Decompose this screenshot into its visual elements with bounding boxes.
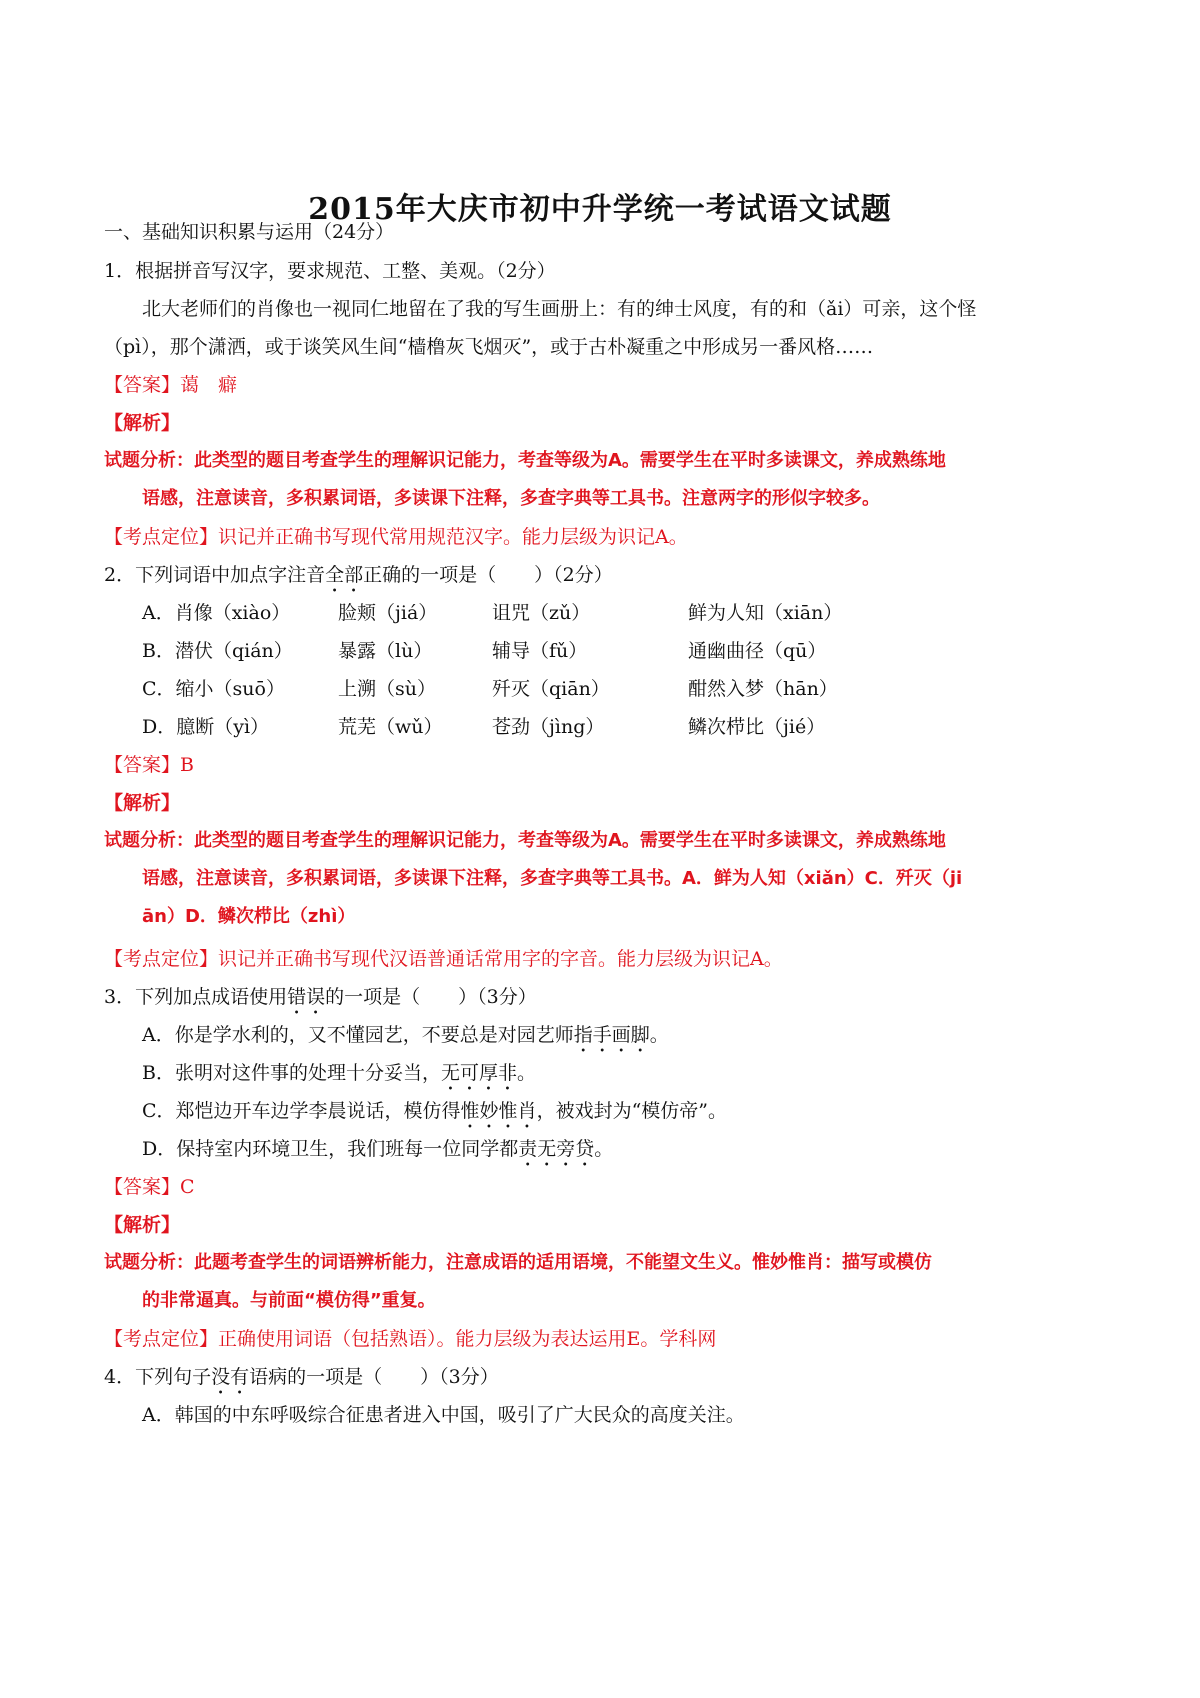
page-title: 2015年大庆市初中升学统一考试语文试题	[308, 192, 892, 227]
q2-answer	[104, 753, 194, 777]
q2-option-d-3: 苍劲（jìng）	[492, 716, 605, 738]
q3-analysis-label: 【解析】	[104, 1214, 181, 1236]
q2-option-d-2: 荒芜（wǔ）	[338, 716, 443, 738]
option-text: C．郑恺边开车边学李晨说话，模仿得	[142, 1100, 461, 1122]
q1-passage-line2: （pì），那个潇洒，或于谈笑风生间“樯橹灰飞烟灭”，或于古朴凝重之中形成另一番风格……	[104, 336, 874, 358]
q3-stem	[104, 985, 537, 1019]
q2-option-a-2: 脸颊（jiá）	[338, 602, 438, 624]
q3-analysis-line1: 试题分析：此题考查学生的词语辨析能力，注意成语的适用语境，不能望文生义。惟妙惟肖：描写或模仿	[104, 1252, 932, 1273]
q2-analysis-line3: ān）D．鳞次栉比（zhì）	[142, 906, 356, 927]
q1-stem: 1．根据拼音写汉字，要求规范、工整、美观。（2分）	[104, 260, 556, 282]
option-idiom: 指手画脚	[573, 1024, 650, 1046]
q4-option-a: A．韩国的中东呼吸综合征患者进入中国，吸引了广大民众的高度关注。	[142, 1404, 745, 1426]
q2-option-d-1: D．臆断（yì）	[142, 716, 270, 738]
q1-analysis-label: 【解析】	[104, 412, 181, 434]
point-label: 【考点定位】	[104, 1328, 219, 1350]
q2-stem-text: 2．下列词语中加点字注音	[104, 564, 326, 586]
answer-label: 【答案】	[104, 374, 181, 396]
q3-stem-text: 3．下列加点成语使用	[104, 986, 288, 1008]
q2-option-a-1: A．肖像（xiào）	[142, 602, 291, 624]
q2-point	[104, 947, 783, 971]
point-label: 【考点定位】	[104, 526, 219, 548]
q2-stem	[104, 563, 613, 597]
point-label: 【考点定位】	[104, 948, 219, 970]
q3-answer	[104, 1175, 195, 1199]
q2-option-d-4: 鳞次栉比（jié）	[688, 716, 826, 738]
q2-stem-emphasis: 全部	[325, 564, 364, 586]
q2-option-a-4: 鲜为人知（xiān）	[688, 602, 843, 624]
q3-option-d	[142, 1137, 613, 1171]
point-text: 识记并正确书写现代汉语普通话常用字的字音。能力层级为识记A。	[218, 948, 783, 970]
q3-point	[104, 1327, 716, 1351]
q3-option-a	[142, 1023, 669, 1057]
answer-value: 蔼 癖	[180, 374, 238, 396]
option-text-end: 。	[649, 1024, 669, 1046]
q2-analysis-line1: 试题分析：此类型的题目考查学生的理解识记能力，考查等级为A。需要学生在平时多读课文，养成熟练地	[104, 830, 946, 851]
q3-stem-text-end: 的一项是（ ）（3分）	[325, 986, 537, 1008]
q3-option-c	[142, 1099, 727, 1133]
option-text: D．保持室内环境卫生，我们班每一位同学都	[142, 1138, 519, 1160]
q1-analysis-line2: 语感，注意读音，多积累词语，多读课下注释，多查字典等工具书。注意两字的形似字较多。	[142, 488, 880, 509]
q3-analysis-line2: 的非常逼真。与前面“模仿得”重复。	[142, 1290, 436, 1311]
answer-value: C	[180, 1176, 195, 1198]
q2-option-c-2: 上溯（sù）	[338, 678, 436, 700]
option-text-end: 。	[594, 1138, 614, 1160]
q2-option-c-4: 酣然入梦（hān）	[688, 678, 838, 700]
q4-stem-emphasis: 没有	[211, 1366, 250, 1388]
q4-stem-text-end: 语病的一项是（ ）（3分）	[249, 1366, 499, 1388]
q2-analysis-label: 【解析】	[104, 792, 181, 814]
option-text-end: ，被戏封为“模仿帝”。	[536, 1100, 727, 1122]
q4-stem-text: 4．下列句子	[104, 1366, 212, 1388]
q2-option-c-1: C．缩小（suō）	[142, 678, 285, 700]
q2-analysis-line2: 语感，注意读音，多积累词语，多读课下注释，多查字典等工具书。A．鲜为人知（xiǎn）C．歼灭（ji	[142, 868, 963, 889]
q1-point	[104, 525, 688, 549]
point-text: 识记并正确书写现代常用规范汉字。能力层级为识记A。	[218, 526, 688, 548]
option-text: A．你是学水利的，又不懂园艺，不要总是对园艺师	[142, 1024, 574, 1046]
q1-analysis-line1: 试题分析：此类型的题目考查学生的理解识记能力，考查等级为A。需要学生在平时多读课文，养成熟练地	[104, 450, 946, 471]
q2-option-b-1: B．潜伏（qián）	[142, 640, 293, 662]
answer-value: B	[180, 754, 194, 776]
option-idiom: 无可厚非	[440, 1062, 517, 1084]
q1-passage-line1: 北大老师们的肖像也一视同仁地留在了我的写生画册上：有的绅士风度，有的和（ǎi）可亲，这个怪	[142, 298, 977, 320]
answer-label: 【答案】	[104, 754, 181, 776]
point-text: 正确使用词语（包括熟语）。能力层级为表达运用E。学科网	[218, 1328, 717, 1350]
q2-option-a-3: 诅咒（zǔ）	[492, 602, 591, 624]
q3-stem-emphasis: 错误	[287, 986, 326, 1008]
q2-option-b-3: 辅导（fǔ）	[492, 640, 588, 662]
q2-option-b-4: 通幽曲径（qū）	[688, 640, 827, 662]
q3-option-b	[142, 1061, 536, 1095]
section-heading: 一、基础知识积累与运用（24分）	[104, 221, 395, 243]
option-idiom: 惟妙惟肖	[460, 1100, 537, 1122]
option-text-end: 。	[516, 1062, 536, 1084]
q2-option-b-2: 暴露（lù）	[338, 640, 433, 662]
q2-stem-text-end: 正确的一项是（ ）（2分）	[363, 564, 613, 586]
option-text: B．张明对这件事的处理十分妥当，	[142, 1062, 441, 1084]
q1-answer	[104, 373, 237, 397]
q4-stem	[104, 1365, 499, 1399]
answer-label: 【答案】	[104, 1176, 181, 1198]
option-idiom: 责无旁贷	[518, 1138, 595, 1160]
q2-option-c-3: 歼灭（qiān）	[492, 678, 610, 700]
